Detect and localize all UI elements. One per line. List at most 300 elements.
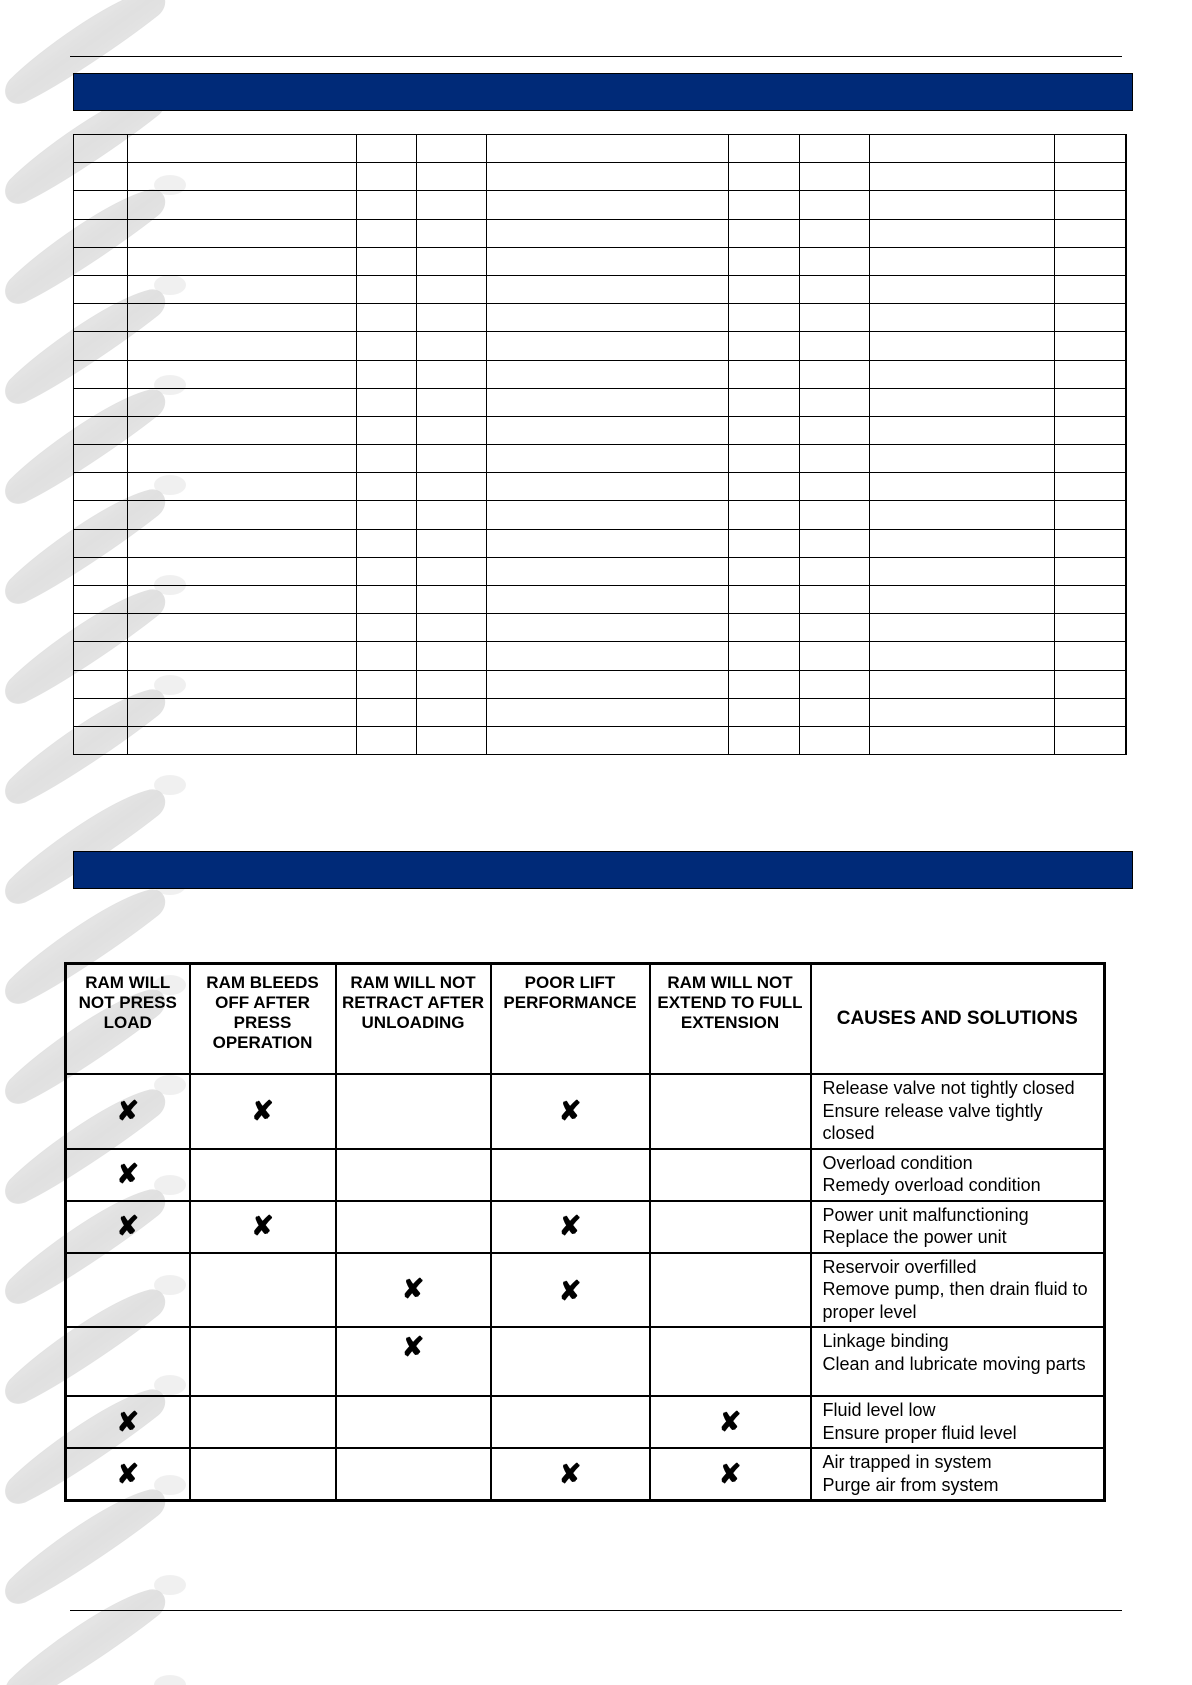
parts-table-cell (127, 586, 357, 614)
parts-table-cell (870, 219, 1055, 247)
parts-table-row (74, 219, 1127, 247)
mark-cell (650, 1201, 811, 1253)
parts-table-cell (799, 332, 870, 360)
section-band-troubleshooting (73, 851, 1133, 889)
parts-table-cell (799, 163, 870, 191)
parts-table-cell (74, 247, 128, 275)
parts-table-row (74, 642, 1127, 670)
parts-table-cell (1055, 642, 1126, 670)
mark-cell (336, 1327, 491, 1396)
solution-text: Ensure release valve tightly closed (822, 1100, 1043, 1143)
parts-table-cell (1126, 304, 1127, 332)
parts-table-cell (417, 219, 487, 247)
parts-table-cell (487, 388, 729, 416)
parts-table-cell (74, 388, 128, 416)
parts-table-cell (1055, 247, 1126, 275)
parts-table-cell (870, 163, 1055, 191)
parts-table-cell (1126, 642, 1127, 670)
parts-table-cell (870, 557, 1055, 585)
mark-cell (491, 1396, 650, 1448)
parts-table-cell (357, 445, 417, 473)
mark-cell (650, 1253, 811, 1328)
parts-table-row (74, 416, 1127, 444)
mark-cell (190, 1396, 336, 1448)
parts-table-cell (127, 698, 357, 726)
parts-table-cell (74, 698, 128, 726)
parts-table-cell (487, 247, 729, 275)
parts-table-cell (487, 670, 729, 698)
parts-table-cell (487, 416, 729, 444)
parts-table-cell (127, 529, 357, 557)
troubleshooting-row (66, 1149, 1105, 1201)
parts-table-row (74, 163, 1127, 191)
solution-text: Remedy overload condition (822, 1175, 1041, 1195)
parts-table-row (74, 360, 1127, 388)
parts-table-cell (1055, 726, 1126, 754)
parts-table-cell (74, 501, 128, 529)
parts-table-cell (728, 698, 799, 726)
parts-table-cell (1126, 698, 1127, 726)
cause-solution-cell (811, 1327, 1105, 1396)
parts-table-cell (799, 614, 870, 642)
parts-table-cell (870, 670, 1055, 698)
parts-table-cell (728, 360, 799, 388)
cause-solution-cell (811, 1149, 1105, 1201)
mark-cell (491, 1149, 650, 1201)
parts-table-cell (870, 191, 1055, 219)
parts-table-cell (1126, 670, 1127, 698)
mark-cell (650, 1396, 811, 1448)
cause-text: Overload condition (822, 1152, 973, 1173)
cause-text: Release valve not tightly closed (822, 1078, 1075, 1098)
mark-cell (650, 1149, 811, 1201)
mark-cell (66, 1074, 190, 1149)
parts-table-cell (1126, 275, 1127, 303)
mark-cell (190, 1448, 336, 1501)
parts-table-cell (728, 586, 799, 614)
parts-table-cell (870, 698, 1055, 726)
parts-table-cell (127, 670, 357, 698)
mark-cell (66, 1149, 190, 1201)
parts-table-cell (74, 586, 128, 614)
parts-table-cell (74, 191, 128, 219)
parts-table-cell (1126, 388, 1127, 416)
bottom-rule (70, 1610, 1122, 1611)
mark-cell (190, 1327, 336, 1396)
mark-cell (491, 1201, 650, 1253)
parts-table-cell (127, 416, 357, 444)
parts-table-cell (799, 557, 870, 585)
parts-table-cell (728, 529, 799, 557)
parts-table-cell (870, 304, 1055, 332)
parts-table-cell (1055, 275, 1126, 303)
parts-table-cell (417, 726, 487, 754)
mark-cell (336, 1448, 491, 1501)
parts-table-cell (417, 670, 487, 698)
parts-table-cell (417, 698, 487, 726)
parts-table-cell (870, 614, 1055, 642)
parts-table-cell (799, 445, 870, 473)
parts-table-cell (417, 642, 487, 670)
parts-table-cell (487, 445, 729, 473)
top-rule (70, 56, 1122, 57)
cause-solution-cell (811, 1253, 1105, 1328)
parts-table-cell (357, 670, 417, 698)
parts-table-cell (1126, 416, 1127, 444)
parts-table-cell (487, 304, 729, 332)
parts-table-cell (357, 360, 417, 388)
troubleshooting-row (66, 1253, 1105, 1328)
parts-table-cell (127, 360, 357, 388)
parts-table-cell (1055, 388, 1126, 416)
x-mark-icon: ✘ (116, 1458, 140, 1489)
cause-solution-cell (811, 1201, 1105, 1253)
parts-table-cell (74, 642, 128, 670)
troubleshooting-row (66, 1201, 1105, 1253)
parts-table-cell (728, 416, 799, 444)
mark-cell (491, 1074, 650, 1149)
parts-table-cell (870, 332, 1055, 360)
parts-table-cell (799, 135, 870, 163)
parts-table-cell (870, 473, 1055, 501)
parts-table-cell (357, 275, 417, 303)
parts-table-cell (1055, 219, 1126, 247)
watermark-dot (154, 1675, 186, 1685)
parts-table-cell (417, 586, 487, 614)
troubleshooting-row (66, 1074, 1105, 1149)
parts-table-cell (357, 388, 417, 416)
parts-table-cell (127, 557, 357, 585)
mark-cell (66, 1253, 190, 1328)
parts-table-cell (127, 726, 357, 754)
parts-table-cell (74, 557, 128, 585)
mark-cell (190, 1253, 336, 1328)
parts-table-row (74, 191, 1127, 219)
parts-table-cell (74, 332, 128, 360)
parts-table-cell (870, 726, 1055, 754)
parts-table-cell (127, 332, 357, 360)
mark-cell (336, 1149, 491, 1201)
cause-text: Fluid level low (822, 1400, 936, 1420)
parts-table-cell (799, 642, 870, 670)
parts-table-cell (870, 586, 1055, 614)
parts-table-cell (357, 219, 417, 247)
parts-table-cell (728, 501, 799, 529)
parts-table-cell (74, 614, 128, 642)
parts-table-cell (799, 586, 870, 614)
mark-cell (491, 1253, 650, 1328)
parts-table-cell (1126, 473, 1127, 501)
x-mark-icon: ✘ (558, 1211, 582, 1241)
x-mark-icon: ✘ (116, 1406, 140, 1437)
parts-table-cell (127, 304, 357, 332)
parts-table-cell (870, 388, 1055, 416)
parts-table-row (74, 275, 1127, 303)
parts-table-cell (487, 586, 729, 614)
parts-table-cell (357, 586, 417, 614)
parts-table-cell (1126, 163, 1127, 191)
parts-table-cell (487, 473, 729, 501)
cause-solution-cell (811, 1396, 1105, 1448)
parts-table-row (74, 670, 1127, 698)
parts-table-cell (357, 416, 417, 444)
parts-table-cell (799, 726, 870, 754)
parts-table-row (74, 332, 1127, 360)
mark-cell (336, 1201, 491, 1253)
parts-table-cell (1126, 614, 1127, 642)
parts-table-cell (127, 501, 357, 529)
parts-table-cell (799, 388, 870, 416)
parts-table-cell (870, 360, 1055, 388)
parts-table-cell (487, 135, 729, 163)
parts-table-cell (417, 275, 487, 303)
parts-table-cell (417, 473, 487, 501)
parts-table-row (74, 473, 1127, 501)
parts-table-cell (417, 501, 487, 529)
parts-table-cell (127, 247, 357, 275)
solution-text: Clean and lubricate moving parts (822, 1353, 1086, 1374)
parts-table-cell (728, 670, 799, 698)
parts-table-cell (357, 163, 417, 191)
header-ram-will-not-extend: RAM WILL NOT EXTEND TO FULL EXTENSION (650, 964, 811, 1075)
mark-cell (491, 1327, 650, 1396)
parts-table-cell (487, 332, 729, 360)
mark-cell (336, 1074, 491, 1149)
parts-table-cell (357, 698, 417, 726)
mark-cell (190, 1149, 336, 1201)
parts-table-cell (799, 473, 870, 501)
parts-table-cell (799, 416, 870, 444)
parts-table-cell (1055, 445, 1126, 473)
parts-table-cell (728, 445, 799, 473)
parts-table-cell (1126, 529, 1127, 557)
parts-table-cell (74, 726, 128, 754)
parts-table-cell (127, 388, 357, 416)
parts-table-cell (74, 670, 128, 698)
parts-table-cell (799, 698, 870, 726)
parts-table-cell (357, 191, 417, 219)
parts-table-cell (728, 726, 799, 754)
parts-table-cell (417, 191, 487, 219)
parts-table-cell (799, 275, 870, 303)
x-mark-icon: ✘ (401, 1274, 425, 1305)
x-mark-icon: ✘ (251, 1211, 274, 1241)
parts-table-cell (799, 360, 870, 388)
mark-cell (66, 1396, 190, 1448)
x-mark-icon: ✘ (718, 1406, 742, 1437)
x-mark-icon: ✘ (116, 1211, 140, 1241)
parts-table-cell (417, 445, 487, 473)
parts-table-cell (799, 219, 870, 247)
parts-table-cell (74, 416, 128, 444)
parts-table-cell (487, 614, 729, 642)
parts-table-cell (487, 275, 729, 303)
parts-table-cell (417, 557, 487, 585)
cause-solution-cell (811, 1074, 1105, 1149)
parts-table-cell (1126, 445, 1127, 473)
mark-cell (190, 1201, 336, 1253)
parts-table-cell (487, 163, 729, 191)
parts-table-cell (799, 191, 870, 219)
parts-table-cell (127, 191, 357, 219)
parts-table (73, 134, 1127, 755)
parts-table-cell (127, 642, 357, 670)
parts-table-cell (417, 247, 487, 275)
parts-table-cell (357, 614, 417, 642)
parts-table-cell (357, 529, 417, 557)
troubleshooting-table (64, 962, 1106, 1502)
parts-table-cell (799, 247, 870, 275)
parts-table-cell (728, 557, 799, 585)
parts-table-cell (74, 304, 128, 332)
parts-table-cell (487, 726, 729, 754)
parts-table-row (74, 726, 1127, 754)
parts-table-cell (1055, 191, 1126, 219)
parts-table-cell (1055, 304, 1126, 332)
parts-table-cell (870, 642, 1055, 670)
mark-cell (336, 1253, 491, 1328)
parts-table-cell (1126, 135, 1127, 163)
parts-table-cell (487, 557, 729, 585)
parts-table-cell (357, 473, 417, 501)
parts-table-cell (417, 360, 487, 388)
solution-text: Ensure proper fluid level (822, 1422, 1017, 1443)
parts-table-cell (357, 642, 417, 670)
parts-table-cell (357, 726, 417, 754)
parts-table-cell (74, 360, 128, 388)
parts-table-cell (127, 275, 357, 303)
parts-table-cell (417, 416, 487, 444)
x-mark-icon: ✘ (251, 1095, 274, 1126)
parts-table-cell (728, 304, 799, 332)
parts-table-cell (417, 614, 487, 642)
parts-table-cell (1126, 219, 1127, 247)
parts-table-cell (1126, 191, 1127, 219)
watermark-shape (6, 1490, 165, 1603)
header-causes-and-solutions: CAUSES AND SOLUTIONS (811, 964, 1105, 1075)
parts-table-cell (127, 219, 357, 247)
parts-table-cell (870, 275, 1055, 303)
header-ram-bleeds-off: RAM BLEEDS OFF AFTER PRESS OPERATION (190, 964, 336, 1075)
parts-table-cell (74, 445, 128, 473)
parts-table-cell (74, 275, 128, 303)
parts-table-cell (417, 304, 487, 332)
parts-table-cell (1055, 698, 1126, 726)
troubleshooting-row (66, 1448, 1105, 1501)
mark-cell (66, 1448, 190, 1501)
parts-table-cell (127, 614, 357, 642)
parts-table-cell (357, 135, 417, 163)
parts-table-row (74, 614, 1127, 642)
parts-table-cell (74, 473, 128, 501)
mark-cell (650, 1448, 811, 1501)
parts-table-cell (728, 163, 799, 191)
parts-table-cell (417, 135, 487, 163)
watermark-shape (6, 1590, 165, 1685)
parts-table-cell (799, 529, 870, 557)
parts-table-cell (487, 501, 729, 529)
header-ram-will-not-retract: RAM WILL NOT RETRACT AFTER UNLOADING (336, 964, 491, 1075)
parts-table-cell (1055, 557, 1126, 585)
solution-text: Remove pump, then drain fluid to proper level (822, 1279, 1088, 1322)
parts-table-cell (127, 445, 357, 473)
parts-table-row (74, 247, 1127, 275)
parts-table-row (74, 698, 1127, 726)
header-poor-lift-performance: POOR LIFT PERFORMANCE (491, 964, 650, 1075)
solution-text: Purge air from system (822, 1474, 999, 1495)
x-mark-icon: ✘ (718, 1458, 742, 1489)
parts-table-cell (1126, 360, 1127, 388)
troubleshooting-header-row (66, 964, 1105, 1075)
parts-table-cell (357, 501, 417, 529)
parts-table-cell (487, 191, 729, 219)
parts-table-cell (1055, 332, 1126, 360)
parts-table-cell (728, 135, 799, 163)
mark-cell (190, 1074, 336, 1149)
parts-table-cell (728, 219, 799, 247)
parts-table-cell (1055, 501, 1126, 529)
parts-table-cell (1055, 473, 1126, 501)
parts-table-cell (127, 473, 357, 501)
parts-table-cell (870, 135, 1055, 163)
mark-cell (66, 1201, 190, 1253)
parts-table-row (74, 557, 1127, 585)
parts-table-cell (487, 698, 729, 726)
cause-text: Power unit malfunctioning (822, 1204, 1029, 1225)
parts-table-row (74, 445, 1127, 473)
parts-table-cell (870, 416, 1055, 444)
cause-text: Linkage binding (822, 1331, 949, 1351)
parts-table-cell (870, 445, 1055, 473)
cause-solution-cell (811, 1448, 1105, 1501)
parts-table-cell (127, 163, 357, 191)
parts-table-cell (728, 332, 799, 360)
parts-table-cell (417, 529, 487, 557)
parts-table-row (74, 304, 1127, 332)
parts-table-cell (74, 135, 128, 163)
parts-table-cell (74, 219, 128, 247)
parts-table-cell (870, 529, 1055, 557)
parts-table-cell (1126, 726, 1127, 754)
parts-table-cell (728, 191, 799, 219)
parts-table-cell (357, 247, 417, 275)
parts-table-cell (1126, 501, 1127, 529)
solution-text: Replace the power unit (822, 1227, 1007, 1247)
x-mark-icon: ✘ (558, 1095, 582, 1126)
cause-text: Air trapped in system (822, 1452, 992, 1472)
parts-table-cell (728, 473, 799, 501)
parts-table-cell (1055, 670, 1126, 698)
parts-table-cell (487, 529, 729, 557)
parts-table-cell (417, 332, 487, 360)
parts-table-cell (1055, 529, 1126, 557)
parts-table-row (74, 586, 1127, 614)
mark-cell (650, 1327, 811, 1396)
parts-table-cell (1126, 247, 1127, 275)
parts-table-row (74, 388, 1127, 416)
parts-table-cell (417, 163, 487, 191)
troubleshooting-row (66, 1327, 1105, 1396)
parts-table-cell (357, 304, 417, 332)
parts-table-cell (74, 163, 128, 191)
parts-table-cell (728, 614, 799, 642)
parts-table-cell (1055, 360, 1126, 388)
x-mark-icon: ✘ (116, 1159, 140, 1189)
mark-cell (650, 1074, 811, 1149)
mark-cell (336, 1396, 491, 1448)
parts-table-cell (1126, 586, 1127, 614)
parts-table-cell (127, 135, 357, 163)
